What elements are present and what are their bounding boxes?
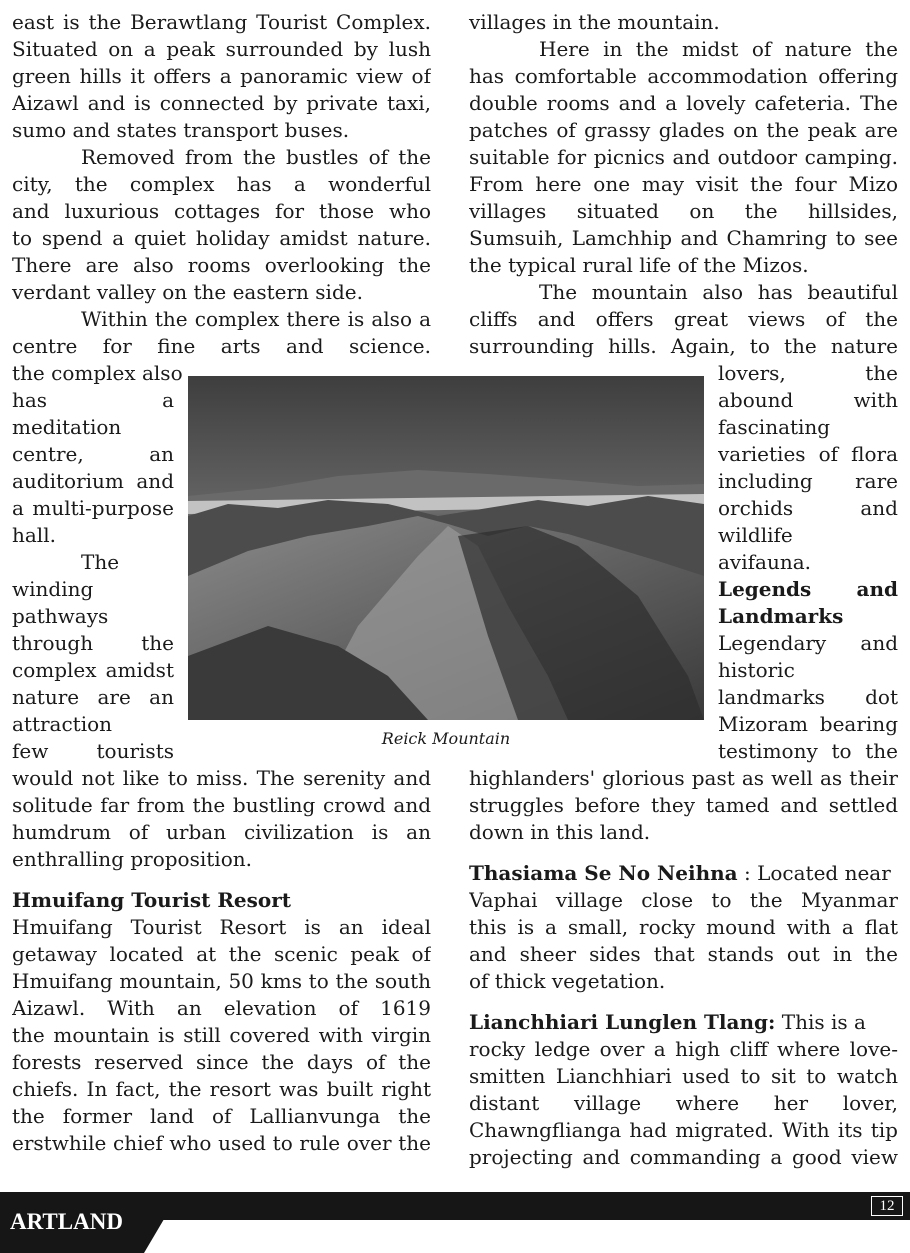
text-line: of thick vegetation. (469, 969, 666, 993)
text-line: and luxurious cottages for those who (12, 199, 431, 223)
text-line: down in this land. (469, 820, 651, 844)
text-line: rocky ledge over a high cliff where love- (469, 1037, 898, 1061)
section-heading: Legends and (718, 577, 898, 601)
entry-text: : Located near (737, 861, 891, 885)
section-heading: Landmarks (718, 604, 844, 628)
text-line (469, 860, 891, 887)
text-line: hall. (12, 523, 56, 547)
text-line: the complex also (12, 361, 183, 385)
text-line: double rooms and a lovely cafeteria. The (469, 91, 898, 115)
text-line: Mizoram bearing (718, 712, 898, 736)
text-line (469, 1009, 866, 1036)
text-line: complex amidst (12, 658, 174, 682)
text-line: verdant valley on the eastern side. (12, 280, 363, 304)
text-line: smitten Lianchhiari used to sit to watch (469, 1064, 898, 1088)
text-line: cliffs and offers great views of the (469, 307, 898, 331)
text-line: avifauna. (718, 550, 811, 574)
text-line: city, the complex has a wonderful (12, 172, 431, 196)
text-line: erstwhile chief who used to rule over the (12, 1131, 431, 1155)
text-line: a multi-purpose (12, 496, 174, 520)
mountain-photo (188, 376, 704, 720)
text-line: orchids and (718, 496, 898, 520)
text-line: projecting and commanding a good view (469, 1145, 898, 1169)
text-line: the typical rural life of the Mizos. (469, 253, 809, 277)
entry-text: This is a (775, 1010, 866, 1034)
text-line: testimony to the (718, 739, 898, 763)
text-line: pathways (12, 604, 109, 628)
text-line: chiefs. In fact, the resort was built right (12, 1077, 431, 1101)
entry-title: Thasiama Se No Neihna (469, 861, 738, 885)
text-line: There are also rooms overlooking the (12, 253, 431, 277)
text-line: Hmuifang mountain, 50 kms to the south (12, 969, 431, 993)
page-number: 12 (871, 1196, 903, 1216)
text-line: enthralling proposition. (12, 847, 252, 871)
text-line: this is a small, rocky mound with a flat (469, 915, 898, 939)
text-line: distant village where her lover, (469, 1091, 898, 1115)
text-line: attraction (12, 712, 113, 736)
text-line: forests reserved since the days of the (12, 1050, 431, 1074)
text-line: Within the complex there is also a (81, 307, 431, 331)
text-line: The (81, 550, 120, 574)
text-line: and sheer sides that stands out in the (469, 942, 898, 966)
text-line: east is the Berawtlang Tourist Complex. (12, 10, 431, 34)
text-line: Aizawl. With an elevation of 1619 (12, 996, 431, 1020)
text-line: varieties of flora (718, 442, 898, 466)
text-line: the former land of Lallianvunga the (12, 1104, 431, 1128)
text-line: including rare (718, 469, 898, 493)
photo-caption: Reick Mountain (381, 729, 511, 748)
text-line: wildlife (718, 523, 793, 547)
text-line: fascinating (718, 415, 831, 439)
text-line: winding (12, 577, 94, 601)
text-line: historic (718, 658, 795, 682)
publication-title: ARTLAND (10, 1209, 123, 1234)
text-line: suitable for picnics and outdoor camping. (469, 145, 898, 169)
text-line: solitude far from the bustling crowd and (12, 793, 431, 817)
text-line: Here in the midst of nature the (539, 37, 898, 61)
text-line: getaway located at the scenic peak of (12, 942, 431, 966)
text-line: villages situated on the hillsides, (469, 199, 898, 223)
text-line: few tourists (12, 739, 174, 763)
text-line: Sumsuih, Lamchhip and Chamring to see (469, 226, 898, 250)
text-line: sumo and states transport buses. (12, 118, 350, 142)
text-line: From here one may visit the four Mizo (469, 172, 898, 196)
text-line: humdrum of urban civilization is an (12, 820, 431, 844)
text-line: nature are an (12, 685, 174, 709)
text-line: would not like to miss. The serenity and (12, 766, 431, 790)
text-line: Situated on a peak surrounded by lush (12, 37, 431, 61)
text-line: Legendary and (718, 631, 898, 655)
text-line: Aizawl and is connected by private taxi, (12, 91, 431, 115)
text-line: abound with (718, 388, 898, 412)
text-line: Vaphai village close to the Myanmar (469, 888, 898, 912)
section-heading: Hmuifang Tourist Resort (12, 888, 292, 912)
text-line: highlanders' glorious past as well as their (469, 766, 898, 790)
text-line: to spend a quiet holiday amidst nature. (12, 226, 431, 250)
text-line: Hmuifang Tourist Resort is an ideal (12, 915, 431, 939)
text-line: villages in the mountain. (469, 10, 720, 34)
text-line: auditorium and (12, 469, 174, 493)
text-line: The mountain also has beautiful (539, 280, 898, 304)
text-line: centre, an (12, 442, 174, 466)
text-line: landmarks dot (718, 685, 898, 709)
text-line: the mountain is still covered with virgin (12, 1023, 431, 1047)
text-line: has a (12, 388, 174, 412)
text-line: patches of grassy glades on the peak are (469, 118, 898, 142)
entry-title: Lianchhiari Lunglen Tlang: (469, 1010, 776, 1034)
text-line: struggles before they tamed and settled (469, 793, 898, 817)
text-line: green hills it offers a panoramic view of (12, 64, 431, 88)
text-line: Chawngflianga had migrated. With its tip (469, 1118, 898, 1142)
text-line: Removed from the bustles of the (81, 145, 431, 169)
text-line: lovers, the (718, 361, 898, 385)
text-line: meditation (12, 415, 122, 439)
text-line: surrounding hills. Again, to the nature (469, 334, 898, 358)
text-line: through the (12, 631, 174, 655)
text-line: centre for fine arts and science. (12, 334, 431, 358)
text-line: has comfortable accommodation offering (469, 64, 898, 88)
